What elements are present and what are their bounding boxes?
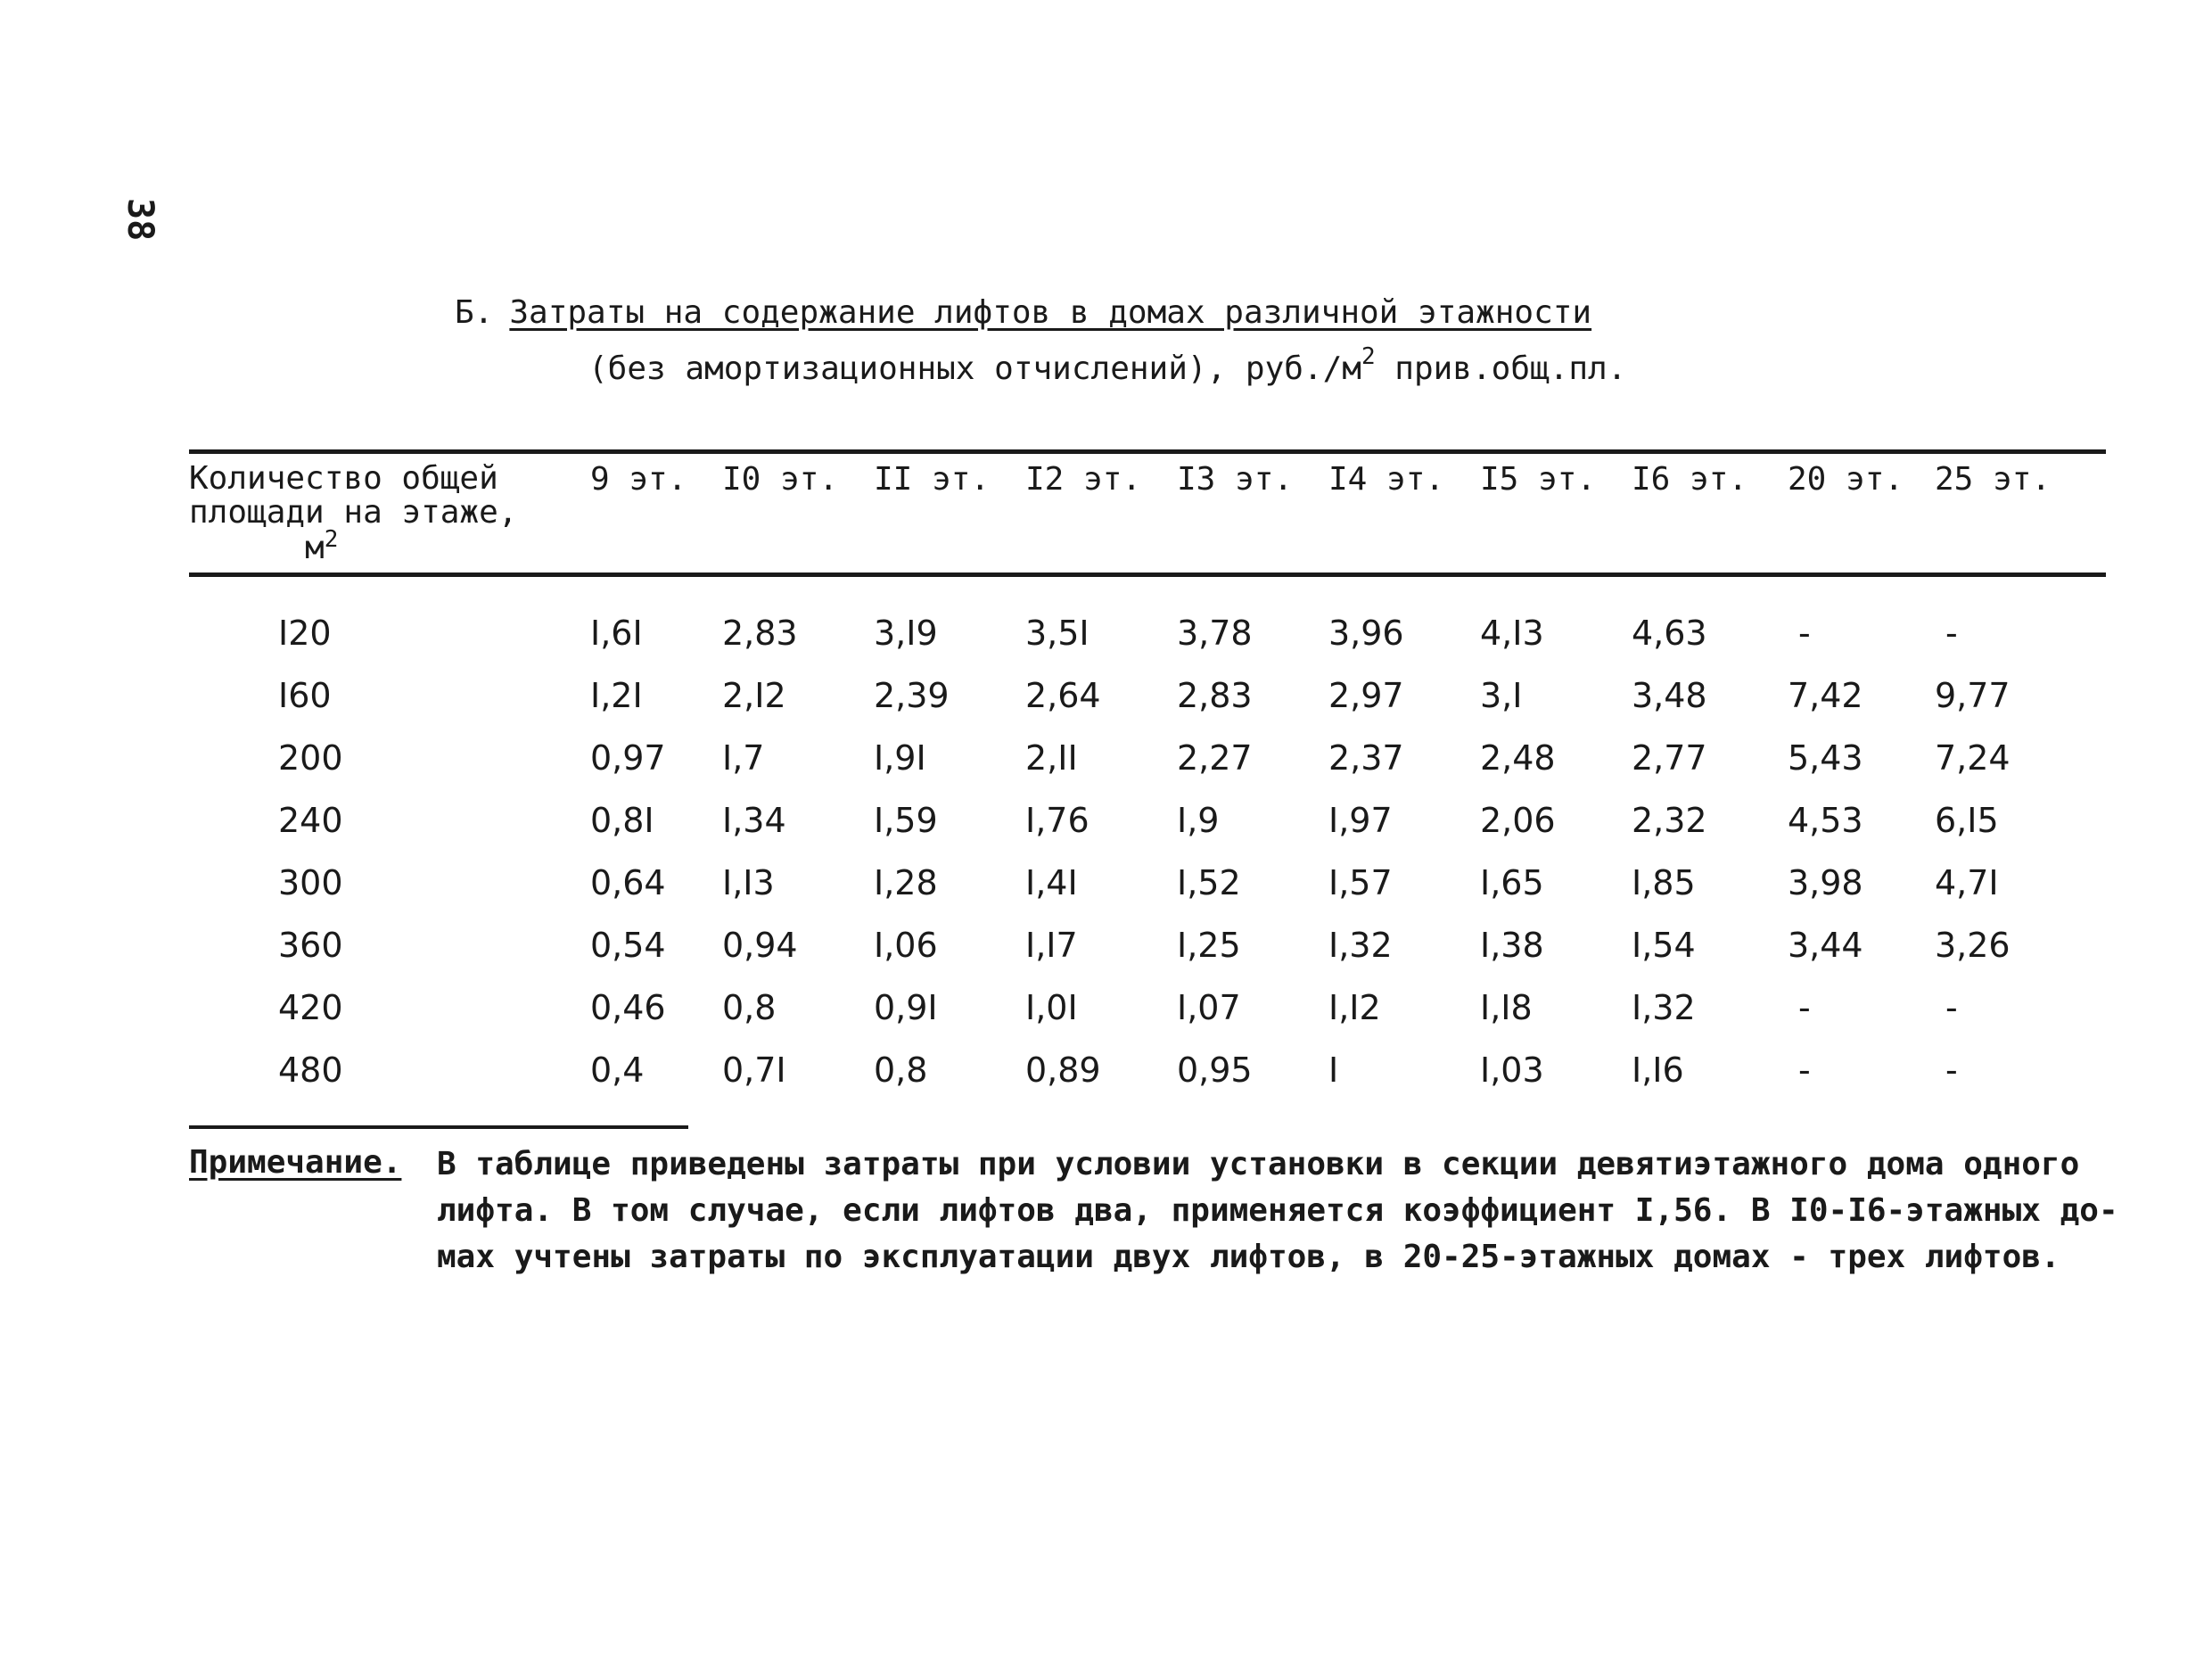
table-cell: I,38 [1480, 926, 1544, 965]
table-cell: 0,97 [590, 738, 666, 778]
row-label: I20 [278, 614, 332, 653]
row-label: 360 [278, 926, 343, 965]
table-cell: 0,9I [874, 988, 938, 1027]
table-cell: I,34 [722, 801, 786, 840]
table-cell: 0,94 [722, 926, 798, 965]
table-cell: 3,5I [1025, 614, 1090, 653]
table-cell: I,I6 [1632, 1050, 1684, 1090]
table-cell: 2,48 [1480, 738, 1556, 778]
table-cell: I,I2 [1328, 988, 1381, 1027]
table-cell: I,28 [874, 863, 938, 902]
table-cell: 3,I9 [874, 614, 938, 653]
table-cell: I,0I [1025, 988, 1078, 1027]
table-cell: 3,78 [1177, 614, 1253, 653]
table-cell: 2,27 [1177, 738, 1253, 778]
table-cell: I,9 [1177, 801, 1220, 840]
table-cell: I,52 [1177, 863, 1241, 902]
table-cell: 2,77 [1632, 738, 1707, 778]
table-cell: 2,32 [1632, 801, 1707, 840]
title-main: Затраты на содержание лифтов в домах различной этажности [509, 294, 1592, 331]
row-label: 420 [278, 988, 343, 1027]
table-cell: 0,46 [590, 988, 666, 1027]
row-header-line2: площади на этаже, [189, 494, 518, 531]
table-cell: 2,97 [1328, 676, 1404, 715]
table-cell: 2,I2 [722, 676, 786, 715]
table-cell: I,65 [1480, 863, 1544, 902]
table-cell: - [1945, 614, 1958, 653]
table-cell: 3,26 [1935, 926, 2011, 965]
table-cell: I,03 [1480, 1050, 1544, 1090]
row-label: 300 [278, 863, 343, 902]
column-header-16: I6 эт. [1632, 461, 1748, 498]
note-line3: мах учтены затраты по эксплуатации двух лифтов, в 20-25-этажных домах - трех лифтов. [437, 1239, 2060, 1275]
table-cell: I,I8 [1480, 988, 1533, 1027]
table-header-rule [189, 573, 2106, 577]
table-cell: I [1328, 1050, 1339, 1090]
table-cell: I,54 [1632, 926, 1696, 965]
subtitle-before: (без амортизационных отчислений), руб./м [588, 350, 1361, 387]
column-header-14: I4 эт. [1328, 461, 1445, 498]
table-cell: 4,I3 [1480, 614, 1544, 653]
row-label: I60 [278, 676, 332, 715]
table-cell: I,6I [590, 614, 643, 653]
column-header-15: I5 эт. [1480, 461, 1597, 498]
page-number: 38 [119, 198, 160, 242]
table-cell: 3,98 [1788, 863, 1863, 902]
table-cell: 2,83 [1177, 676, 1253, 715]
table-cell: 3,48 [1632, 676, 1707, 715]
table-cell: 0,4 [590, 1050, 645, 1090]
table-cell: I,9I [874, 738, 926, 778]
table-title [455, 290, 1591, 336]
table-cell: I,57 [1328, 863, 1393, 902]
table-cell: I,4I [1025, 863, 1078, 902]
table-cell: I,76 [1025, 801, 1090, 840]
table-cell: 2,83 [722, 614, 798, 653]
row-label: 240 [278, 801, 343, 840]
table-subtitle [588, 337, 1626, 392]
table-cell: I,7 [722, 738, 765, 778]
column-header-9: 9 эт. [590, 461, 687, 498]
column-header-13: I3 эт. [1177, 461, 1294, 498]
table-cell: 6,I5 [1935, 801, 1999, 840]
table-cell: I,59 [874, 801, 938, 840]
row-header-unit: $м^2$ [305, 526, 339, 566]
table-cell: - [1798, 1050, 1811, 1090]
table-cell: I,2I [590, 676, 643, 715]
table-cell: I,32 [1632, 988, 1696, 1027]
table-cell: 0,54 [590, 926, 666, 965]
table-cell: - [1945, 988, 1958, 1027]
table-cell: I,85 [1632, 863, 1696, 902]
table-cell: 0,8 [722, 988, 777, 1027]
table-cell: 2,64 [1025, 676, 1101, 715]
note-label: Примечание. [189, 1144, 402, 1181]
table-cell: 3,I [1480, 676, 1523, 715]
row-label: 480 [278, 1050, 343, 1090]
column-header-10: I0 эт. [722, 461, 839, 498]
table-cell: 2,II [1025, 738, 1078, 778]
row-label: 200 [278, 738, 343, 778]
table-cell: I,32 [1328, 926, 1393, 965]
table-cell: 7,42 [1788, 676, 1863, 715]
subtitle-after: прив.общ.пл. [1375, 350, 1627, 387]
table-cell: I,97 [1328, 801, 1393, 840]
table-cell: - [1798, 988, 1811, 1027]
table-cell: 5,43 [1788, 738, 1863, 778]
table-cell: 2,39 [874, 676, 950, 715]
table-cell: 0,8 [874, 1050, 928, 1090]
subtitle-sup: 2 [1361, 343, 1376, 370]
table-cell: I,I3 [722, 863, 775, 902]
table-cell: 0,8I [590, 801, 654, 840]
column-header-12: I2 эт. [1025, 461, 1142, 498]
table-cell: 0,95 [1177, 1050, 1253, 1090]
table-cell: 3,96 [1328, 614, 1404, 653]
table-cell: - [1798, 614, 1811, 653]
table-cell: 3,44 [1788, 926, 1863, 965]
row-header-label [189, 462, 517, 573]
table-cell: 4,63 [1632, 614, 1707, 653]
table-cell: 0,7I [722, 1050, 786, 1090]
table-cell: I,06 [874, 926, 938, 965]
table-cell: I,07 [1177, 988, 1241, 1027]
row-header-line1: Количество общей [189, 460, 498, 497]
column-header-20: 20 эт. [1788, 461, 1904, 498]
table-cell: I,25 [1177, 926, 1241, 965]
table-cell: 0,89 [1025, 1050, 1101, 1090]
note-text [437, 1141, 2118, 1281]
table-cell: I,I7 [1025, 926, 1078, 965]
table-cell: - [1945, 1050, 1958, 1090]
column-header-11: II эт. [874, 461, 991, 498]
note-line2: лифта. В том случае, если лифтов два, применяется коэффициент I,56. В I0-I6-этажных до- [437, 1192, 2118, 1229]
title-prefix: Б. [455, 294, 494, 331]
table-cell: 7,24 [1935, 738, 2011, 778]
table-cell: 9,77 [1935, 676, 2011, 715]
column-header-25: 25 эт. [1935, 461, 2052, 498]
table-cell: 0,64 [590, 863, 666, 902]
table-cell: 2,06 [1480, 801, 1556, 840]
table-cell: 4,53 [1788, 801, 1863, 840]
note-separator [189, 1125, 688, 1129]
table-top-rule [189, 449, 2106, 454]
table-cell: 4,7I [1935, 863, 1999, 902]
table-cell: 2,37 [1328, 738, 1404, 778]
note-line1: В таблице приведены затраты при условии установки в секции девятиэтажного дома одного [437, 1146, 2080, 1182]
